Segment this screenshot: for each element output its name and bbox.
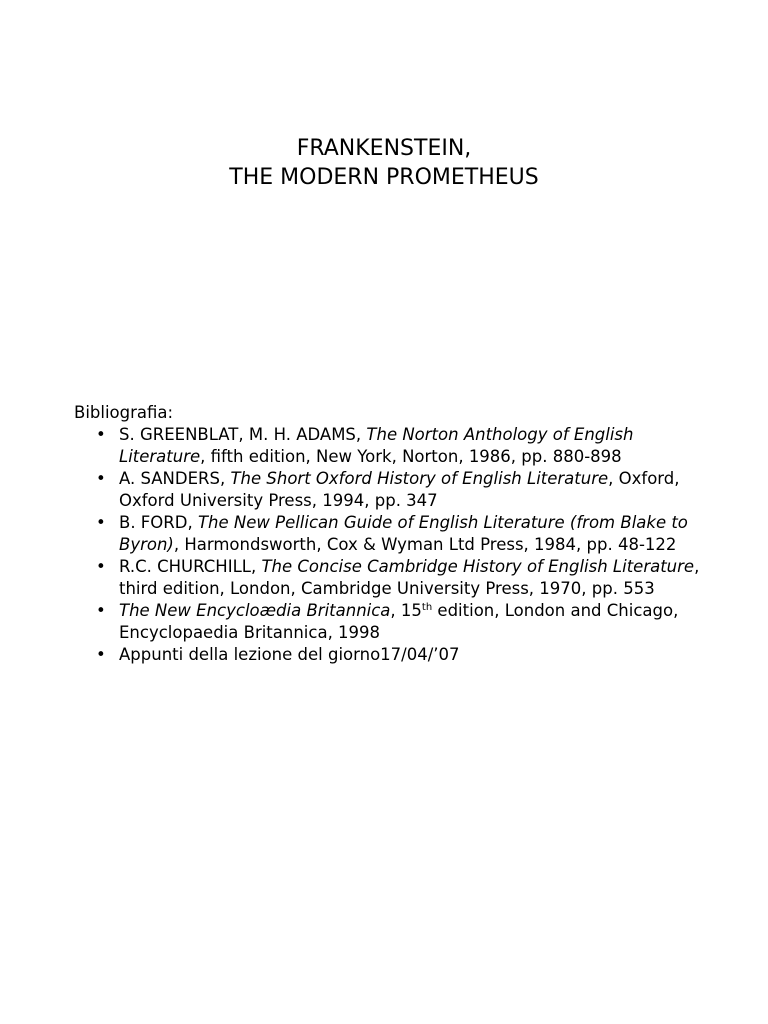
entry-title: The Norton Anthology of English Literature (119, 425, 634, 466)
title-line-2: THE MODERN PROMETHEUS (229, 165, 539, 190)
bullet-icon: • (96, 469, 106, 488)
bullet-icon: • (96, 557, 106, 576)
entry-text: Appunti della lezione del giorno17/04/’07 (119, 645, 460, 664)
title-line-1: FRANKENSTEIN, (296, 136, 472, 161)
bullet-icon: • (96, 425, 106, 444)
entry-details: , Oxford, Oxford University Press, 1994, pp. 347 (119, 469, 680, 510)
entry-details: , Harmondsworth, Cox & Wyman Ltd Press, 1984, pp. 48-122 (173, 535, 677, 554)
entry-details: , fifth edition, New York, Norton, 1986, pp. 880-898 (200, 447, 622, 466)
bibliography-entry (74, 600, 714, 644)
bibliography-section (74, 402, 714, 666)
entry-author: B. FORD, (119, 513, 198, 532)
entry-title: The Short Oxford History of English Literature (230, 469, 609, 488)
bibliography-entry (74, 556, 714, 600)
entry-edition: , 15 (390, 601, 422, 620)
entry-details: edition, London and Chicago, Encyclopaedia Britannica, 1998 (119, 601, 679, 642)
entry-details: , third edition, London, Cambridge University Press, 1970, pp. 553 (119, 557, 700, 598)
bibliography-heading: Bibliografia: (74, 403, 174, 422)
bibliography-entry (74, 512, 714, 556)
bullet-icon: • (96, 513, 106, 532)
entry-edition-suffix: th (421, 602, 433, 613)
entry-title: The Concise Cambridge History of English Literature (261, 557, 695, 576)
entry-author: R.C. CHURCHILL, (119, 557, 262, 576)
bullet-icon: • (96, 645, 106, 664)
entry-title: The New Pellican Guide of English Literature (from Blake to Byron) (119, 513, 688, 554)
entry-title: The New Encycloædia Britannica (119, 601, 391, 620)
bibliography-entry (74, 644, 714, 666)
entry-author: S. GREENBLAT, M. H. ADAMS, (119, 425, 367, 444)
bibliography-entry (74, 468, 714, 512)
bibliography-list (74, 424, 714, 666)
document-title (0, 134, 768, 192)
entry-author: A. SANDERS, (119, 469, 231, 488)
bibliography-entry (74, 424, 714, 468)
bullet-icon: • (96, 601, 106, 620)
